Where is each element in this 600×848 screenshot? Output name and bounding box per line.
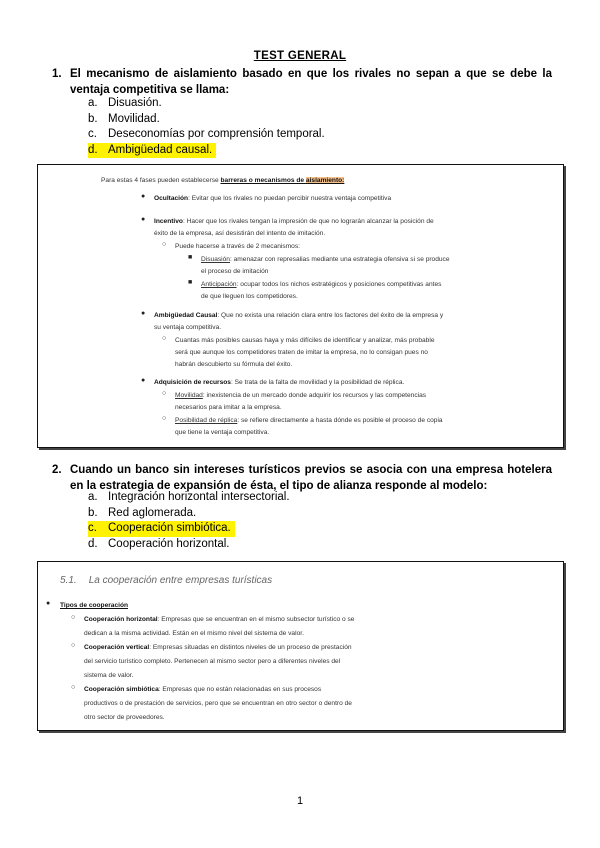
bullet-icon: ● [141,216,146,223]
section-heading: 5.1. La cooperación entre empresas turísticas [60,575,273,586]
page-number: 1 [296,795,304,807]
page-title: TEST GENERAL [253,50,347,62]
option-b: b. Movilidad. [88,112,160,125]
question-1 [52,66,552,98]
circle-bullet-icon: ○ [162,335,167,342]
question-number: 1. [52,68,62,80]
bullet-icon: ● [46,600,51,607]
option-a: a. Integración horizontal intersectorial. [88,491,290,503]
circle-bullet-icon: ○ [71,614,76,621]
option-b: b. Red aglomerada. [88,506,197,519]
square-bullet-icon: ■ [188,279,193,286]
question-text: El mecanismo de aislamiento basado en que los rivales no sepan a que se debe la ventaja competitiva se llama: [70,68,552,96]
bullet-icon: ● [141,377,146,384]
bullet-icon: ● [141,310,146,317]
option-d: d. Cooperación horizontal. [88,537,230,550]
question-text: Cuando un banco sin intereses turísticos previos se asocia con una empresa hotelera en la estrategia de expansión de ésta, el tipo de alianza responde al modelo: [70,464,552,492]
bullet-icon: ● [141,193,146,200]
circle-bullet-icon: ○ [71,642,76,649]
notes-screenshot-cooperacion: 5.1. La cooperación entre empresas turísticas ● Tipos de cooperación ○ Cooperación horizontal: Empresas que se encuentran en el mismo subsector turístico o se dedican a la misma actividad. Están en el mismo nivel del sistema de valor. ○ Cooperación vertical: Empresas situadas en distintos niveles de un proceso de prestación del servicio turístico completo. Pertenecen al mismo sector pero a diferentes niveles del sistema de valor. ○ Cooperación simbiótica: Empresas que no están relacionadas en sus procesos productivos o de prestación de servicios, pero que se encuentran en otro sector o dentro de otro sector de proveedores. [37,561,564,731]
question-2-options [88,490,290,552]
option-c: c. Deseconomías por comprensión temporal. [88,128,325,140]
circle-bullet-icon: ○ [162,415,167,422]
question-number: 2. [52,464,62,476]
circle-bullet-icon: ○ [162,390,167,397]
box1-intro: Para estas 4 fases pueden establecerse barreras o mecanismos de aislamiento: [101,177,345,184]
circle-bullet-icon: ○ [162,241,167,248]
option-c-correct: c. Cooperación simbiótica. [88,521,290,537]
notes-screenshot-aislamiento: Para estas 4 fases pueden establecerse barreras o mecanismos de aislamiento: ● Ocultación: Evitar que los rivales no puedan percibir nuestra ventaja competitiva ● Incentivo: Hacer que los rivales tengan la impresión de que no lograrán alcanzar la posición de éxito de la empresa, así desistirán del intento de imitación. ○ Puede hacerse a través de 2 mecanismos: ■ Disuasión: amenazar con represalias mediante una estrategia ofensiva si se produce el proceso de imitación ■ Anticipación: ocupar todos los nichos estratégicos y posiciones competitivas antes de que lleguen los competidores. ● Ambigüedad Causal: Que no exista una relación clara entre los factores del éxito de la empresa y su ventaja competitiva. ○ Cuantas más posibles causas haya y más difíciles de identificar y analizar, más probable será que aunque los competidores traten de imitar la empresa, no lo consigan pues no habrán descubierto su fórmula del éxito. ● Adquisición de recursos: Se trata de la falta de movilidad y la posibilidad de réplica. ○ Movilidad: inexistencia de un mercado donde adquirir los recursos y las competencias necesarios para imitar a la empresa. ○ Posibilidad de réplica: se refiere directamente a hasta dónde es posible el proceso de copia que tiene la ventaja competitiva. [37,164,564,448]
option-a: a. Disuasión. [88,97,162,109]
question-1-options [88,96,325,158]
square-bullet-icon: ■ [188,254,193,261]
circle-bullet-icon: ○ [71,684,76,691]
option-d-correct: d. Ambigüedad causal. [88,143,325,159]
